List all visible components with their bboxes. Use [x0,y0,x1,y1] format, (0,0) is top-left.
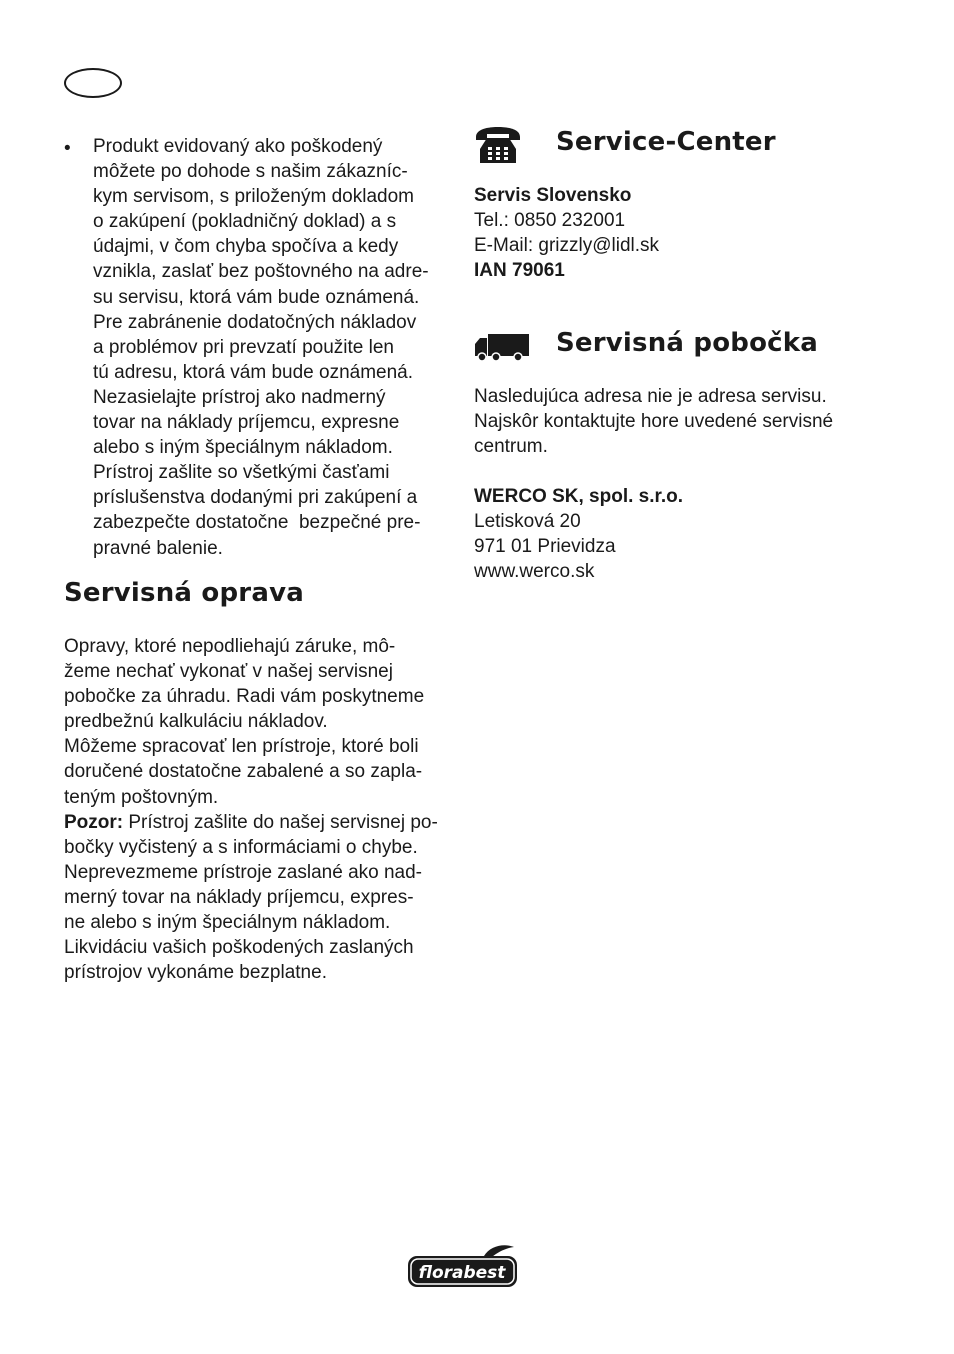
address-street: Letisková 20 [474,511,581,533]
service-phone: Tel.: 0850 232001 [474,210,626,232]
truck-icon [474,332,530,362]
address-city: 971 01 Prievidza [474,536,616,558]
bullet-line: tú adresu, ktorá vám bude oznámená. [93,361,414,383]
servisna-oprava-paragraph [64,634,438,985]
bullet-line: su servisu, ktorá vám bude oznámená. [93,286,420,308]
pozor-label: Pozor: [64,811,124,833]
note-line: Nasledujúca adresa nie je adresa servisu. [474,386,827,407]
service-name: Servis Slovensko [474,185,632,206]
bullet-line: a problémov pri prevzatí použite len [93,336,394,358]
bullet-line: zabezpečte dostatočne bezpečné pre- [93,512,421,534]
bullet-line: o zakúpení (pokladničný doklad) a s [93,211,397,233]
pozor-text: Prístroj zašlite do našej servisnej po- [123,811,438,833]
address-web: www.werco.sk [474,561,595,583]
pobocka-address [474,484,683,584]
paragraph-line: merný tovar na náklady príjemcu, expres- [64,886,414,908]
service-email: E-Mail: grizzly@lidl.sk [474,235,660,257]
paragraph-line: žeme nechať vykonať v našej servisnej [64,661,393,683]
note-line: Najskôr kontaktujte hore uvedené servisné [474,411,834,433]
paragraph-line: Neprevezmeme prístroje zaslané ako nad- [64,861,423,883]
service-ian: IAN 79061 [474,260,565,282]
paragraph-line: ne alebo s iným špeciálnym nákladom. [64,912,391,934]
service-center-contact [474,183,659,283]
bullet-line: Nezasielajte prístroj ako nadmerný [93,386,386,408]
paragraph-line: Môžeme spracovať len prístroje, ktoré boli [64,736,419,758]
telephone-icon [474,125,522,165]
note-line: centrum. [474,436,548,458]
bullet-line: vznikla, zaslať bez poštovného na adre- [93,261,429,283]
paragraph-line: pobočke za úhradu. Radi vám poskytneme [64,686,425,708]
paragraph-line: Likvidáciu vašich poškodených zaslaných [64,937,414,959]
bullet-line: tovar na náklady príjemcu, expresne [93,412,400,434]
bullet-line: Pre zabránenie dodatočných nákladov [93,311,417,333]
bullet-line: príslušenstva dodanými pri zakúpení a [93,487,418,509]
pobocka-note [474,384,833,459]
bullet-line: kym servisom, s priloženým dokladom [93,186,414,208]
bullet-marker: • [64,138,71,159]
logo-text: florabest [418,1263,506,1283]
servisna-oprava-heading: Servisná oprava [64,578,304,608]
bullet-paragraph [93,134,429,561]
pozor-line [64,810,438,835]
language-marker [64,68,122,98]
service-center-heading: Service-Center [556,127,776,157]
paragraph-line: Opravy, ktoré nepodliehajú záruke, mô- [64,636,396,657]
bullet-line: alebo s iným špeciálnym nákladom. [93,437,393,459]
paragraph-line: teným poštovným. [64,786,219,808]
bullet-line: údajmi, v čom chyba spočíva a kedy [93,236,399,258]
bullet-line: môžete po dohode s našim zákazníc- [93,161,408,183]
bullet-line: pravné balenie. [93,537,223,559]
bullet-line: Produkt evidovaný ako poškodený [93,136,383,157]
paragraph-line: prístrojov vykonáme bezplatne. [64,962,327,984]
paragraph-line: bočky vyčistený a s informáciami o chybe. [64,836,418,858]
company-name: WERCO SK, spol. s.r.o. [474,486,684,507]
florabest-logo [406,1244,519,1290]
bullet-line: Prístroj zašlite so všetkými časťami [93,462,390,484]
servisna-pobocka-heading: Servisná pobočka [556,328,819,358]
paragraph-line: doručené dostatočne zabalené a so zapla- [64,761,423,783]
paragraph-line: predbežnú kalkuláciu nákladov. [64,711,328,733]
